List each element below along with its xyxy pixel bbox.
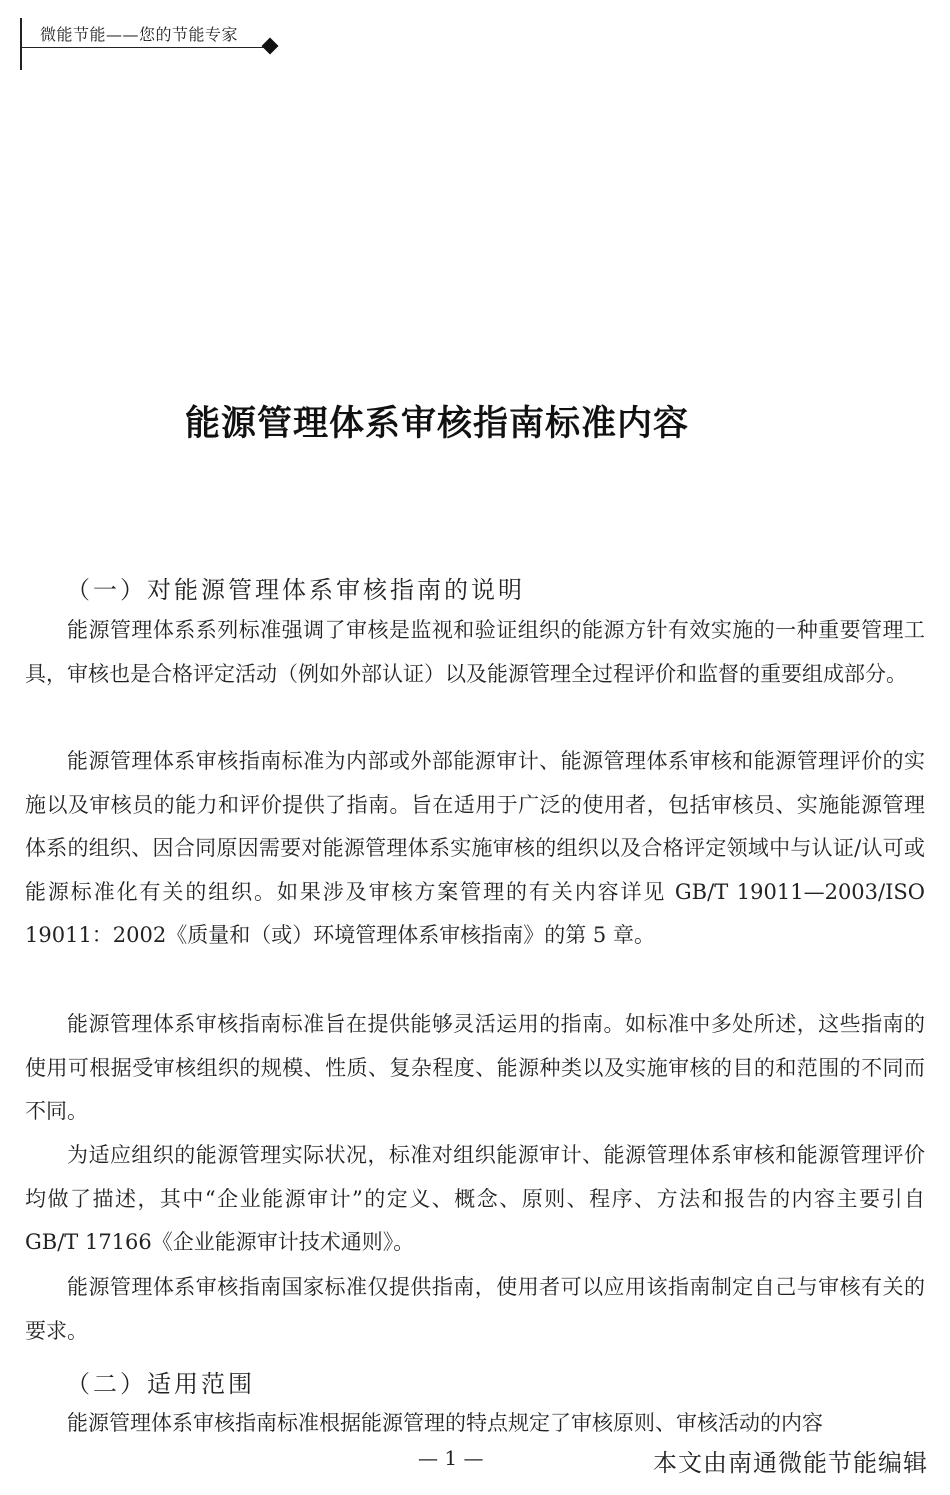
header-horizontal-rule [20,47,270,48]
section-heading: （二）适用范围 [66,1370,255,1398]
paragraph: 能源管理体系审核指南标准为内部或外部能源审计、能源管理体系审核和能源管理评价的实施以及审核员的能力和评价提供了指南。旨在适用于广泛的使用者，包括审核员、实施能源管理体系的组织、因合同原因需要对能源管理体系实施审核的组织以及合格评定领域中与认证/认可或能源标准化有关的组织。如果涉及审核方案管理的有关内容详见 GB/T 19011—2003/ISO 19011：2002《质量和（或）环境管理体系审核指南》的第 5 章。 [25,749,925,947]
section-heading: （一）对能源管理体系审核指南的说明 [66,576,525,604]
paragraph: 能源管理体系审核指南标准旨在提供能够灵活运用的指南。如标准中多处所述，这些指南的使用可根据受审核组织的规模、性质、复杂程度、能源种类以及实施审核的目的和范围的不同而不同。 [25,1012,925,1123]
page-header [20,18,280,70]
paragraph: 能源管理体系审核指南标准根据能源管理的特点规定了审核原则、审核活动的内容 [67,1411,823,1435]
header-vertical-rule [20,18,22,70]
paragraph: 为适应组织的能源管理实际状况，标准对组织能源审计、能源管理体系审核和能源管理评价均做了描述，其中“企业能源审计”的定义、概念、原则、程序、方法和报告的内容主要引自 GB/T 17166《企业能源审计技术通则》。 [25,1143,925,1254]
page-number: — 1 — [418,1446,484,1470]
paragraph: 能源管理体系系列标准强调了审核是监视和验证组织的能源方针有效实施的一种重要管理工具，审核也是合格评定活动（例如外部认证）以及能源管理全过程评价和监督的重要组成部分。 [25,618,925,686]
document-title: 能源管理体系审核指南标准内容 [184,404,689,444]
diamond-icon [262,38,279,55]
footer-note: 本文由南通微能节能编辑 [653,1449,928,1477]
header-text: 微能节能——您的节能专家 [40,25,239,44]
paragraph: 能源管理体系审核指南国家标准仅提供指南，使用者可以应用该指南制定自己与审核有关的要求。 [25,1275,925,1343]
